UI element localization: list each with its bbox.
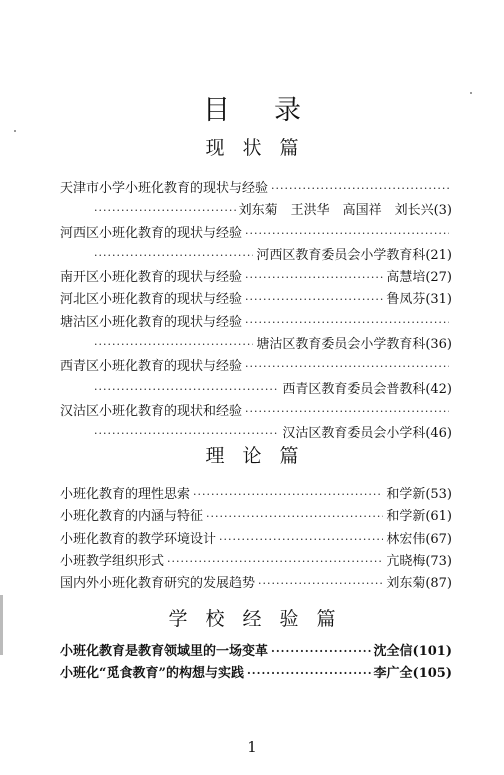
leader-dots bbox=[245, 289, 383, 311]
entry-author-page: 西青区教育委员会普教科(42) bbox=[282, 381, 452, 397]
leader-dots bbox=[219, 529, 383, 551]
section-heading-status: 现状篇 bbox=[205, 137, 317, 159]
entry-title: 小班化教育是教育领域里的一场变革 bbox=[60, 644, 269, 659]
toc-entry-continuation[interactable] bbox=[60, 334, 452, 356]
entry-author-page: 亢晓梅(73) bbox=[386, 553, 452, 569]
toc-entry-continuation[interactable] bbox=[60, 379, 452, 401]
entry-title: 塘沽区小班化教育的现状与经验 bbox=[60, 314, 243, 330]
entry-author-page: 和学新(61) bbox=[386, 509, 452, 525]
toc-entry[interactable] bbox=[60, 312, 452, 334]
entry-author-page: 刘东菊(87) bbox=[386, 576, 452, 592]
leader-dots bbox=[245, 267, 383, 289]
entry-author-page: 鲁凤芬(31) bbox=[386, 292, 452, 308]
entry-title: 小班化教育的理性思索 bbox=[60, 487, 191, 502]
leader-dots bbox=[245, 312, 449, 334]
leader-dots bbox=[258, 573, 383, 595]
scan-speck bbox=[470, 92, 472, 94]
leader-dots bbox=[94, 379, 279, 401]
entry-author-page: 林宏伟(67) bbox=[386, 531, 452, 547]
toc-entry[interactable] bbox=[60, 289, 452, 311]
leader-dots bbox=[245, 401, 449, 423]
entry-title: 小班化教育的教学环境设计 bbox=[60, 531, 217, 547]
section-heading-theory: 理论篇 bbox=[205, 445, 317, 467]
toc-entry[interactable] bbox=[60, 484, 452, 506]
leader-dots bbox=[193, 484, 383, 506]
entry-author-page: 汉沽区教育委员会小学科(46) bbox=[282, 426, 452, 442]
leader-dots bbox=[245, 223, 449, 245]
leader-dots bbox=[167, 551, 383, 573]
leader-dots bbox=[94, 200, 236, 222]
entry-title: 小班化教育的内涵与特征 bbox=[60, 509, 204, 525]
entry-title: 西青区小班化教育的现状与经验 bbox=[60, 359, 243, 375]
entry-author-page: 河西区教育委员会小学教育科(21) bbox=[256, 247, 452, 263]
toc-entry[interactable] bbox=[60, 573, 452, 595]
leader-dots bbox=[271, 178, 449, 200]
toc-entry[interactable] bbox=[60, 401, 452, 423]
entry-title: 小班化“觅食教育”的构想与实践 bbox=[60, 666, 244, 682]
entry-author-page: 和学新(53) bbox=[386, 487, 452, 502]
toc-entry[interactable] bbox=[60, 506, 452, 528]
toc-entry[interactable] bbox=[60, 663, 452, 685]
entry-title: 天津市小学小班化教育的现状与经验 bbox=[60, 181, 269, 196]
toc-entry[interactable] bbox=[60, 223, 452, 245]
entry-author-page: 刘东菊 王洪华 高国祥 刘长兴(3) bbox=[238, 203, 452, 219]
toc-entry[interactable] bbox=[60, 641, 452, 663]
toc-title: 目录 bbox=[203, 95, 345, 126]
section-entries-school-experience bbox=[60, 641, 452, 686]
entry-title: 河北区小班化教育的现状与经验 bbox=[60, 292, 243, 308]
leader-dots bbox=[271, 641, 371, 663]
entry-title: 汉沽区小班化教育的现状和经验 bbox=[60, 403, 243, 419]
leader-dots bbox=[245, 356, 449, 378]
entry-author-page: 李广全(105) bbox=[373, 666, 452, 682]
scan-margin-mark bbox=[0, 595, 3, 655]
toc-entry[interactable] bbox=[60, 178, 452, 200]
leader-dots bbox=[206, 506, 383, 528]
entry-title: 小班教学组织形式 bbox=[60, 553, 165, 569]
entry-author-page: 高慧培(27) bbox=[386, 270, 452, 286]
toc-entry[interactable] bbox=[60, 267, 452, 289]
leader-dots bbox=[94, 334, 253, 356]
toc-entry-continuation[interactable] bbox=[60, 200, 452, 222]
leader-dots bbox=[247, 663, 371, 685]
section-heading-school-experience: 学校经验篇 bbox=[168, 608, 354, 630]
entry-author-page: 沈全信(101) bbox=[373, 644, 452, 659]
toc-entry-continuation[interactable] bbox=[60, 245, 452, 267]
entry-title: 河西区小班化教育的现状与经验 bbox=[60, 225, 243, 241]
entry-author-page: 塘沽区教育委员会小学教育科(36) bbox=[256, 337, 452, 353]
section-entries-status bbox=[60, 178, 452, 446]
entry-title: 国内外小班化教育研究的发展趋势 bbox=[60, 576, 256, 592]
leader-dots bbox=[94, 245, 253, 267]
section-entries-theory bbox=[60, 484, 452, 595]
entry-title: 南开区小班化教育的现状与经验 bbox=[60, 270, 243, 286]
scan-speck bbox=[14, 130, 16, 132]
toc-entry[interactable] bbox=[60, 356, 452, 378]
page-number: 1 bbox=[247, 738, 257, 756]
toc-entry[interactable] bbox=[60, 529, 452, 551]
toc-entry[interactable] bbox=[60, 551, 452, 573]
